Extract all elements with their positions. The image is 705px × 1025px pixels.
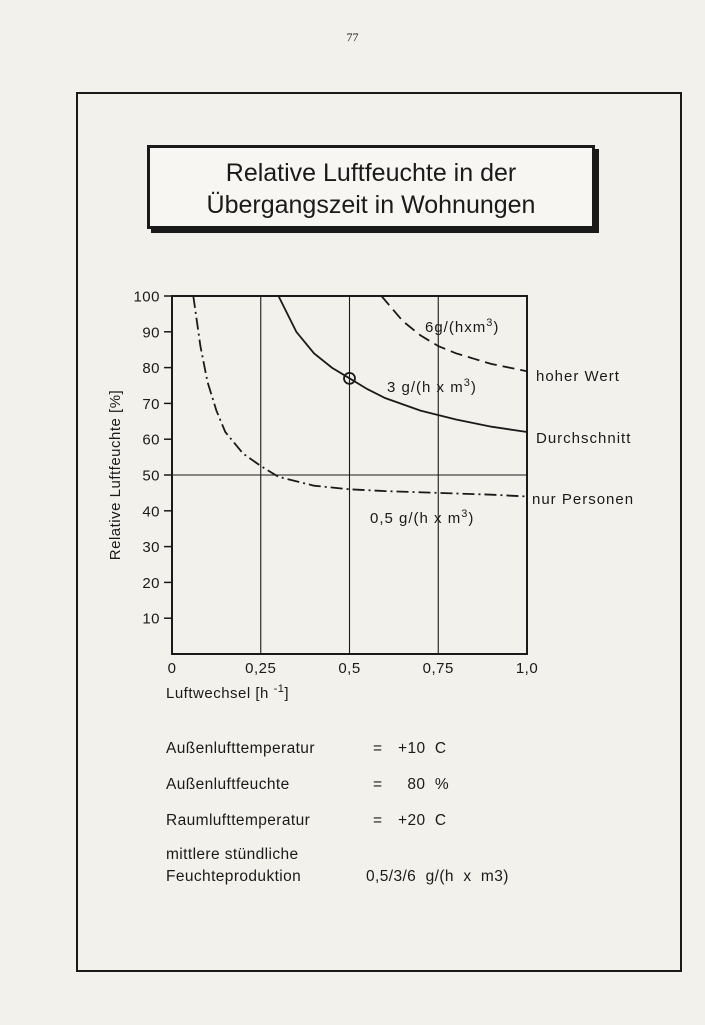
condition-moisture-production bbox=[166, 848, 626, 898]
production-value: 0,5/3/6 g/(h x m3) bbox=[366, 868, 509, 885]
y-tick-label: 50 bbox=[142, 467, 160, 485]
equals-sign: = bbox=[373, 812, 383, 829]
y-tick-label: 100 bbox=[133, 288, 160, 306]
equals-sign: = bbox=[373, 740, 383, 757]
production-label-line-2: Feuchteproduktion bbox=[166, 868, 302, 885]
x-axis-label: Luftwechsel [h $^{-1}$] bbox=[166, 683, 290, 702]
y-tick-label: 80 bbox=[142, 360, 160, 378]
x-tick-label: 0,5 bbox=[338, 660, 361, 677]
equals-sign: = bbox=[373, 776, 383, 793]
y-tick-label: 20 bbox=[142, 574, 160, 592]
x-tick-label: 0 bbox=[167, 660, 177, 677]
series-side-label-2: Durchschnitt bbox=[536, 430, 632, 447]
condition-value: +20 C bbox=[398, 812, 447, 829]
condition-value: 80 % bbox=[398, 776, 450, 793]
series-label-1: 6g/(hxm$^3$) bbox=[425, 317, 500, 336]
y-tick-label: 40 bbox=[142, 503, 160, 521]
series-label-3: 0,5 g/(h x $m^3$) bbox=[370, 508, 475, 527]
y-axis-label: Relative Luftfeuchte [%] bbox=[107, 389, 124, 561]
y-tick-label: 90 bbox=[142, 324, 160, 342]
x-tick-label: 0,75 bbox=[422, 660, 454, 677]
conditions-block bbox=[166, 740, 626, 898]
series-label-2: 3 g/(h x $m^3$) bbox=[387, 377, 477, 396]
chart-title-line-1: Relative Luftfeuchte in der bbox=[225, 159, 517, 187]
series-side-label-3: nur Personen bbox=[532, 491, 635, 508]
y-tick-label: 70 bbox=[142, 395, 160, 413]
condition-outdoor-temperature bbox=[166, 740, 626, 776]
condition-outdoor-humidity bbox=[166, 776, 626, 812]
production-label-line-1: mittlere stündliche bbox=[166, 846, 299, 863]
condition-room-temperature bbox=[166, 812, 626, 848]
x-tick-label: 0,25 bbox=[245, 660, 277, 677]
condition-label: Raumlufttemperatur bbox=[166, 812, 311, 829]
chart-title-line-2: Übergangszeit in Wohnungen bbox=[206, 191, 536, 219]
condition-value: +10 C bbox=[398, 740, 447, 757]
y-tick-label: 60 bbox=[142, 431, 160, 449]
x-tick-label: 1,0 bbox=[515, 660, 539, 677]
page-number: 77 bbox=[346, 30, 359, 44]
condition-label: Außenlufttemperatur bbox=[166, 740, 315, 757]
series-side-label-1: hoher Wert bbox=[536, 368, 620, 385]
y-tick-label: 30 bbox=[142, 539, 160, 557]
y-tick-label: 10 bbox=[142, 610, 160, 628]
condition-label: Außenluftfeuchte bbox=[166, 776, 290, 793]
